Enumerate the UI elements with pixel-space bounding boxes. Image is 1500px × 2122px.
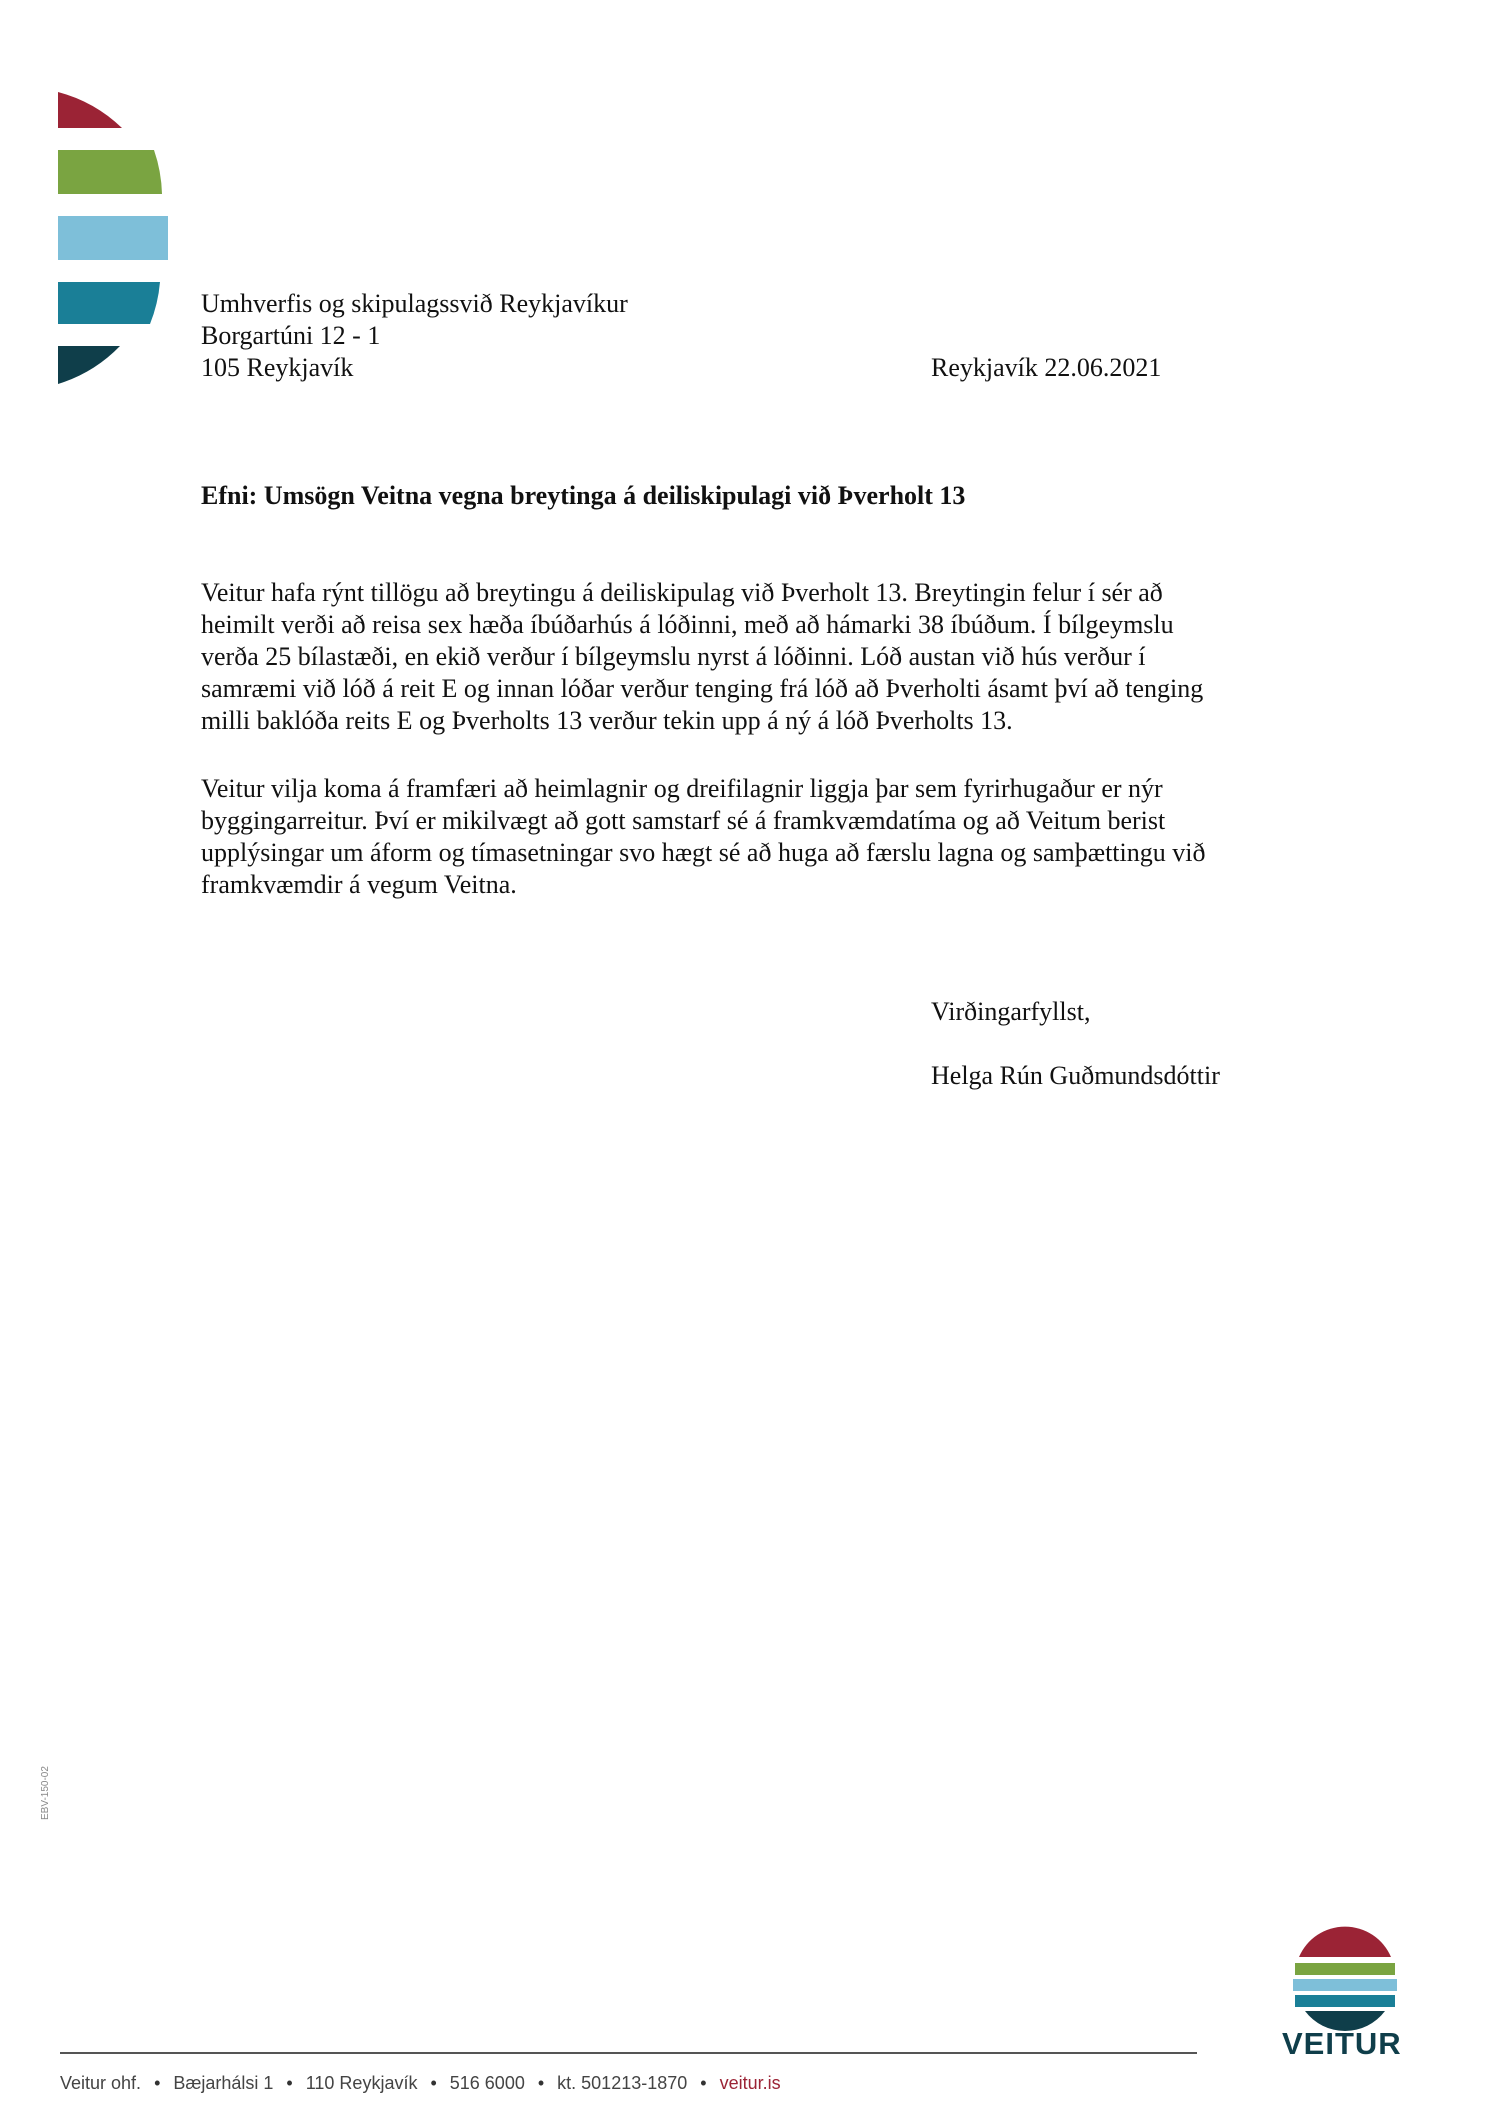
footer-company: Veitur ohf. [60, 2073, 142, 2093]
paragraph-line: verða 25 bílastæði, en ekið verður í bílgeymslu nyrst á lóðinni. Lóð austan við hús verður í [201, 642, 1146, 671]
signer-name: Helga Rún Guðmundsdóttir [931, 1061, 1220, 1090]
paragraph-line: heimilt verði að reisa sex hæða íbúðarhús á lóðinni, með að hámarki 38 íbúðum. Í bílgeymslu [201, 610, 1174, 639]
recipient-address [201, 288, 628, 384]
paragraph-line: Veitur vilja koma á framfæri að heimlagnir og dreifilagnir liggja þar sem fyrirhugaður er nýr [201, 774, 1163, 803]
footer-separator: • [537, 2073, 545, 2093]
recipient-line: Borgartúni 12 - 1 [201, 321, 381, 350]
logo-stripe-lightblue [58, 216, 168, 260]
footer-logo-stripe-teal [1295, 1995, 1395, 2007]
footer-logo-stripe-green [1295, 1963, 1395, 1975]
footer-separator: • [700, 2073, 707, 2093]
letter-subject: Efni: Umsögn Veitna vegna breytinga á deiliskipulagi við Þverholt 13 [201, 481, 966, 510]
paragraph-line: samræmi við lóð á reit E og innan lóðar verður tenging frá lóð að Þverholti ásamt því að tenging [201, 674, 1204, 703]
logo-stripe-red [58, 92, 122, 128]
closing-salutation: Virðingarfyllst, [931, 997, 1091, 1026]
footer-kt: kt. 501213-1870 [557, 2073, 688, 2093]
footer-website-link[interactable]: veitur.is [719, 2073, 781, 2093]
veitur-stripe-logo [58, 92, 168, 384]
footer-divider [60, 2052, 1197, 2054]
veitur-wordmark: VEITUR [1282, 2026, 1402, 2061]
paragraph-line: upplýsingar um áform og tímasetningar svo hægt sé að huga að færslu lagna og samþættingu við [201, 838, 1206, 867]
recipient-line: 105 Reykjavík [201, 353, 354, 382]
paragraph-line: milli baklóða reits E og Þverholts 13 verður tekin upp á ný á lóð Þverholts 13. [201, 706, 1013, 735]
recipient-line: Umhverfis og skipulagssvið Reykjavíkur [201, 289, 628, 318]
footer-separator: • [154, 2073, 161, 2093]
footer-address: Bæjarhálsi 1 [173, 2073, 274, 2093]
paragraph-line: framkvæmdir á vegum Veitna. [201, 870, 517, 899]
footer-city: 110 Reykjavík [305, 2073, 418, 2093]
paragraph-line: byggingarreitur. Því er mikilvægt að gott samstarf sé á framkvæmdatíma og að Veitum berist [201, 806, 1166, 835]
document-code: EBV-150-02 [40, 1766, 51, 1820]
footer-logo-stripe-red [1299, 1927, 1391, 1957]
logo-stripe-green [58, 150, 162, 194]
footer-phone: 516 6000 [449, 2073, 525, 2093]
footer-separator: • [430, 2073, 437, 2093]
logo-stripe-teal [58, 282, 160, 324]
logo-stripe-dark [58, 346, 120, 384]
body-paragraph-1 [201, 577, 1301, 737]
paragraph-line: Veitur hafa rýnt tillögu að breytingu á deiliskipulag við Þverholt 13. Breytingin felur í sér að [201, 578, 1163, 607]
letter-date: Reykjavík 22.06.2021 [931, 353, 1162, 382]
footer-contact-info [60, 2073, 781, 2094]
footer-separator: • [286, 2073, 293, 2093]
footer-logo-stripe-lightblue [1293, 1979, 1397, 1991]
body-paragraph-2 [201, 773, 1301, 901]
